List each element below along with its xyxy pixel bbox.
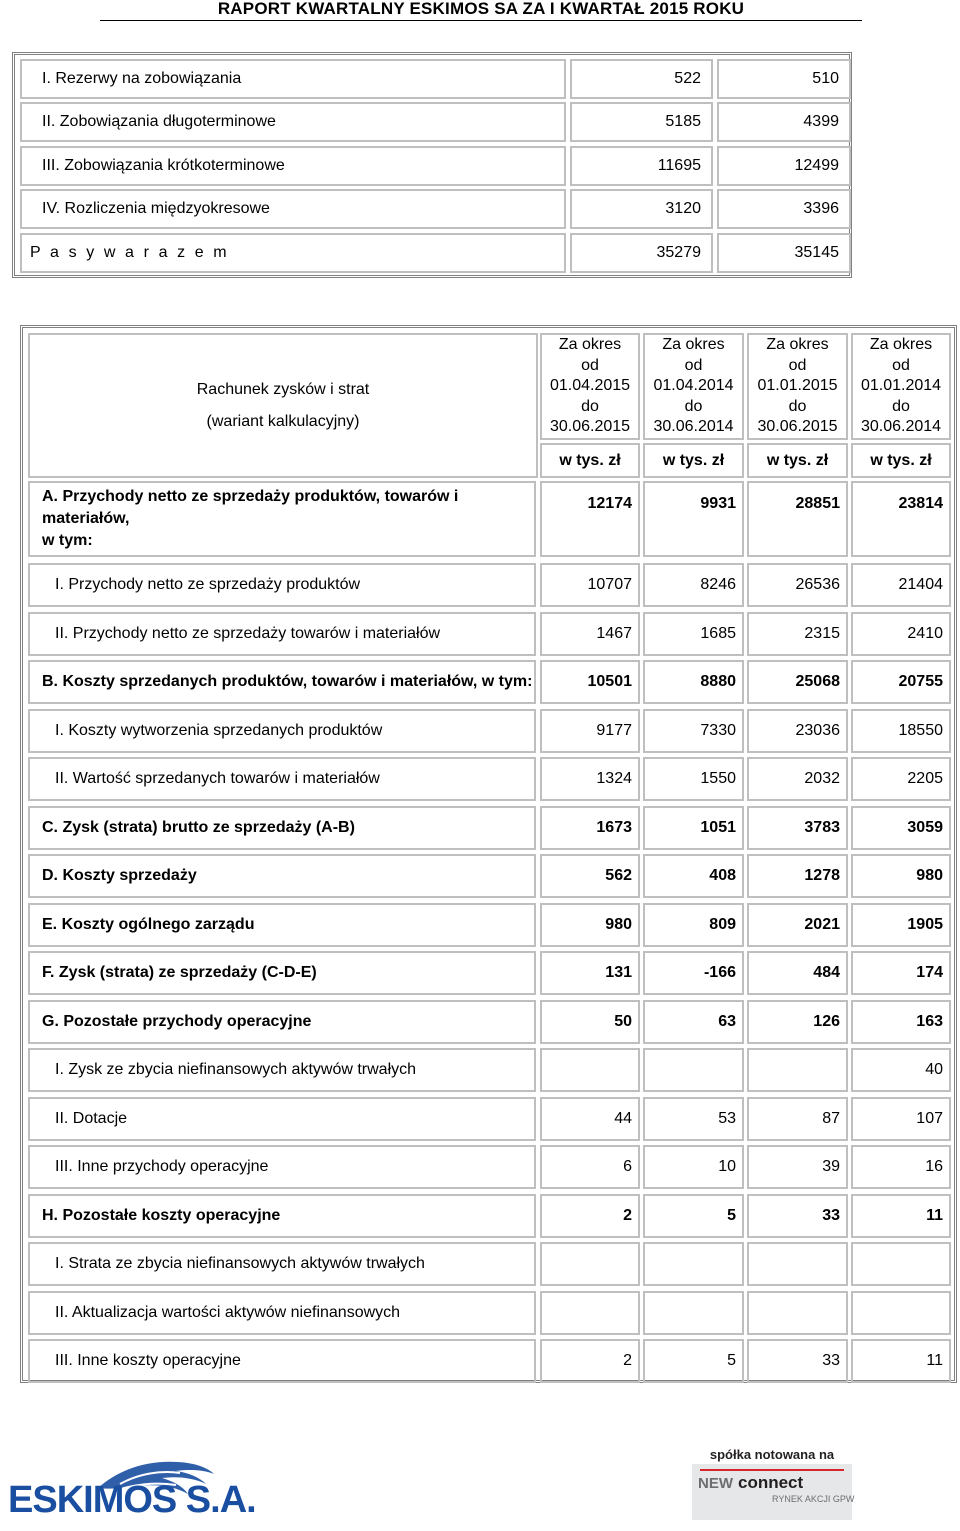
row-value: 562	[540, 854, 640, 898]
row-value: 50	[540, 1000, 640, 1044]
row-value: 53	[643, 1097, 744, 1141]
row-value: 26536	[747, 563, 848, 607]
unit-label: w tys. zł	[747, 443, 848, 478]
row-label: II. Przychody netto ze sprzedaży towarów i materiałów	[28, 612, 536, 656]
table-row	[28, 563, 951, 607]
row-value: 809	[643, 903, 744, 947]
table-row	[28, 951, 951, 995]
table-row	[28, 1291, 951, 1335]
row-label: II. Dotacje	[28, 1097, 536, 1141]
row-value: 6	[540, 1145, 640, 1189]
table-row	[28, 854, 951, 898]
table-row	[28, 1000, 951, 1044]
row-value: 12499	[717, 146, 851, 186]
row-value: 12174	[540, 481, 640, 557]
income-statement-title	[28, 333, 538, 478]
row-value: 9931	[643, 481, 744, 557]
table-row	[20, 102, 846, 142]
row-value: 33	[747, 1339, 848, 1383]
row-value: 10707	[540, 563, 640, 607]
row-label	[28, 481, 536, 557]
row-value: 4399	[717, 102, 851, 142]
row-value: 1550	[643, 757, 744, 801]
row-value	[540, 1242, 640, 1286]
table-row	[28, 612, 951, 656]
column-header	[851, 333, 951, 440]
header-line: 01.04.2015	[549, 377, 631, 395]
row-value: 2	[540, 1194, 640, 1238]
row-value	[643, 1242, 744, 1286]
row-label: E. Koszty ogólnego zarządu	[28, 903, 536, 947]
row-value: 5	[643, 1339, 744, 1383]
row-value: 1051	[643, 806, 744, 850]
row-value: 35145	[717, 233, 851, 273]
header-line: 30.06.2014	[860, 418, 942, 436]
row-label: I. Zysk ze zbycia niefinansowych aktywów trwałych	[28, 1048, 536, 1092]
row-value: 11	[851, 1339, 951, 1383]
row-value: 522	[570, 59, 713, 99]
table-row	[28, 806, 951, 850]
row-value: 1685	[643, 612, 744, 656]
title-line: Rachunek zysków i strat	[196, 380, 370, 398]
newconnect-main-text-a: NEW	[698, 1475, 733, 1492]
row-label: D. Koszty sprzedaży	[28, 854, 536, 898]
row-value: 126	[747, 1000, 848, 1044]
row-value	[540, 1048, 640, 1092]
column-header	[540, 333, 640, 440]
row-label: I. Koszty wytworzenia sprzedanych produktów	[28, 709, 536, 753]
row-value: 2410	[851, 612, 951, 656]
label-line: w tym:	[42, 532, 93, 549]
header-line: 30.06.2014	[653, 418, 734, 436]
row-value: 23814	[851, 481, 951, 557]
row-value	[747, 1291, 848, 1335]
row-label: II. Zobowiązania długoterminowe	[20, 102, 566, 142]
row-value: 3783	[747, 806, 848, 850]
row-label: III. Inne koszty operacyjne	[28, 1339, 536, 1383]
row-label: III. Inne przychody operacyjne	[28, 1145, 536, 1189]
row-value: 2	[540, 1339, 640, 1383]
newconnect-top-text: spółka notowana na	[709, 1447, 835, 1462]
table-row	[28, 1145, 951, 1189]
row-value	[851, 1291, 951, 1335]
row-value: 63	[643, 1000, 744, 1044]
row-label: C. Zysk (strata) brutto ze sprzedaży (A-B)	[28, 806, 536, 850]
page-title: RAPORT KWARTALNY ESKIMOS SA ZA I KWARTAŁ 2015 ROKU	[100, 0, 862, 21]
row-value	[643, 1048, 744, 1092]
row-value: 40	[851, 1048, 951, 1092]
table-row	[28, 1194, 951, 1238]
row-label: III. Zobowiązania krótkoterminowe	[20, 146, 566, 186]
header-line: 01.04.2014	[653, 377, 734, 395]
row-label: II. Wartość sprzedanych towarów i materiałów	[28, 757, 536, 801]
row-label: I. Rezerwy na zobowiązania	[20, 59, 566, 99]
row-value: 163	[851, 1000, 951, 1044]
row-value: 1324	[540, 757, 640, 801]
table-row	[28, 1048, 951, 1092]
row-value: 87	[747, 1097, 848, 1141]
row-value: 510	[717, 59, 851, 99]
row-label: G. Pozostałe przychody operacyjne	[28, 1000, 536, 1044]
row-value: 11695	[570, 146, 713, 186]
unit-label: w tys. zł	[643, 443, 744, 478]
header-line: 30.06.2015	[757, 418, 838, 436]
row-value: 11	[851, 1194, 951, 1238]
table-row	[20, 189, 846, 229]
column-header	[643, 333, 744, 440]
header-line: 01.01.2015	[757, 377, 838, 395]
row-value: 5	[643, 1194, 744, 1238]
table-row	[28, 481, 951, 557]
table-row	[20, 59, 846, 99]
table-row	[28, 1242, 951, 1286]
header-line: do	[581, 397, 599, 415]
unit-label: w tys. zł	[540, 443, 640, 478]
row-value: 408	[643, 854, 744, 898]
passives-table	[12, 52, 852, 278]
row-value: 3396	[717, 189, 851, 229]
row-value: 484	[747, 951, 848, 995]
row-value	[747, 1048, 848, 1092]
header-line: Za okres	[869, 336, 933, 354]
unit-label: w tys. zł	[851, 443, 951, 478]
eskimos-logo	[0, 1440, 256, 1526]
row-value: 7330	[643, 709, 744, 753]
row-value: 8880	[643, 660, 744, 704]
row-value: 3120	[570, 189, 713, 229]
row-label: P a s y w a r a z e m	[20, 233, 566, 273]
row-value: 39	[747, 1145, 848, 1189]
row-value: 2315	[747, 612, 848, 656]
header-line: od	[684, 356, 703, 374]
row-value: 16	[851, 1145, 951, 1189]
header-line: Za okres	[558, 336, 622, 354]
newconnect-logo-graphic	[692, 1444, 855, 1520]
header-line: Za okres	[766, 336, 829, 354]
row-value: 21404	[851, 563, 951, 607]
table-row	[28, 757, 951, 801]
header-line: od	[892, 356, 910, 374]
table-row	[28, 1097, 951, 1141]
row-value: -166	[643, 951, 744, 995]
row-label: IV. Rozliczenia międzyokresowe	[20, 189, 566, 229]
row-value: 9177	[540, 709, 640, 753]
header-line: 01.01.2014	[860, 377, 942, 395]
header-line: Za okres	[662, 336, 725, 354]
row-value: 1673	[540, 806, 640, 850]
row-value: 8246	[643, 563, 744, 607]
row-value: 174	[851, 951, 951, 995]
table-row	[28, 660, 951, 704]
title-line: (wariant kalkulacyjny)	[206, 412, 360, 430]
row-value: 2021	[747, 903, 848, 947]
eskimos-logo-graphic	[0, 1440, 256, 1526]
row-value: 1467	[540, 612, 640, 656]
income-statement-table	[20, 325, 957, 1383]
row-value: 28851	[747, 481, 848, 557]
row-value: 35279	[570, 233, 713, 273]
header-line: do	[788, 397, 807, 415]
row-label: B. Koszty sprzedanych produktów, towarów i materiałów, w tym:	[28, 660, 536, 704]
row-value: 33	[747, 1194, 848, 1238]
row-label: I. Strata ze zbycia niefinansowych aktywów trwałych	[28, 1242, 536, 1286]
header-line: do	[892, 397, 910, 415]
row-value: 3059	[851, 806, 951, 850]
label-line: A. Przychody netto ze sprzedaży produktów, towarów i materiałów,	[42, 488, 459, 527]
newconnect-sub-text: RYNEK AKCJI GPW	[772, 1494, 855, 1504]
row-value: 131	[540, 951, 640, 995]
row-value: 980	[540, 903, 640, 947]
table-row	[28, 903, 951, 947]
row-label: I. Przychody netto ze sprzedaży produktów	[28, 563, 536, 607]
table-row	[28, 709, 951, 753]
newconnect-logo	[692, 1444, 855, 1520]
header-line: od	[788, 356, 807, 374]
header-line: do	[684, 397, 703, 415]
row-value: 23036	[747, 709, 848, 753]
row-value	[747, 1242, 848, 1286]
column-header	[747, 333, 848, 440]
row-value: 1905	[851, 903, 951, 947]
row-value: 1278	[747, 854, 848, 898]
row-value	[540, 1291, 640, 1335]
newconnect-main-text-b: connect	[738, 1473, 804, 1492]
row-value: 10	[643, 1145, 744, 1189]
row-value: 107	[851, 1097, 951, 1141]
table-row-total	[20, 233, 846, 273]
row-value: 2032	[747, 757, 848, 801]
row-value: 18550	[851, 709, 951, 753]
row-value: 20755	[851, 660, 951, 704]
row-value	[851, 1242, 951, 1286]
row-label: H. Pozostałe koszty operacyjne	[28, 1194, 536, 1238]
row-value: 44	[540, 1097, 640, 1141]
row-value: 5185	[570, 102, 713, 142]
row-value: 25068	[747, 660, 848, 704]
row-value	[643, 1291, 744, 1335]
table-row	[20, 146, 846, 186]
row-value: 2205	[851, 757, 951, 801]
header-line: 30.06.2015	[549, 418, 631, 436]
row-value: 10501	[540, 660, 640, 704]
table-row	[28, 1339, 951, 1383]
header-line: od	[581, 356, 599, 374]
eskimos-logo-text: ESKIMOS S.A.	[8, 1479, 256, 1521]
row-value: 980	[851, 854, 951, 898]
row-label: F. Zysk (strata) ze sprzedaży (C-D-E)	[28, 951, 536, 995]
row-label: II. Aktualizacja wartości aktywów niefinansowych	[28, 1291, 536, 1335]
